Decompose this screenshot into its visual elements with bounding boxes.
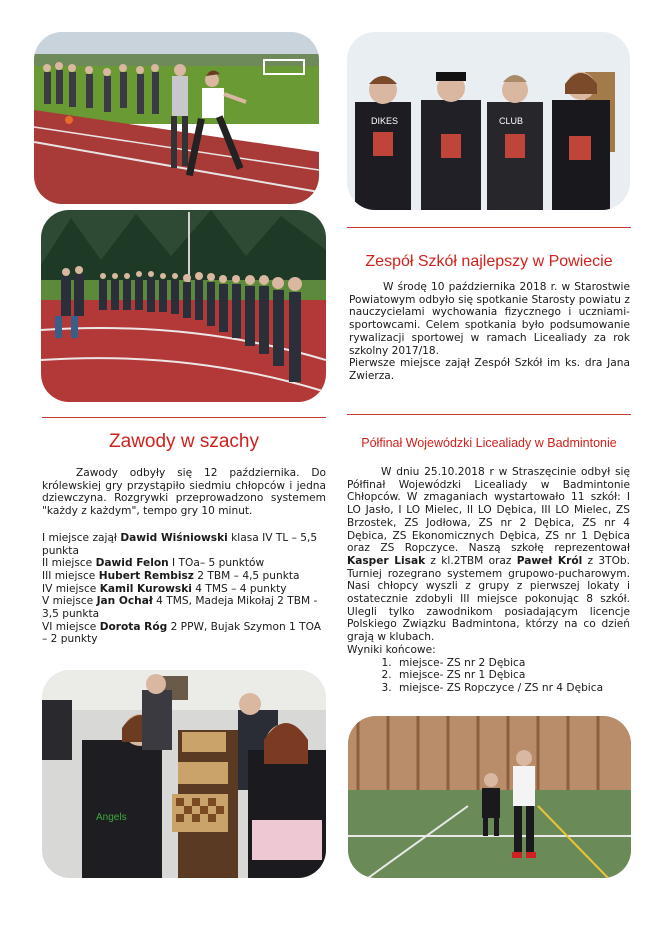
chess-result-3: III miejsce Hubert Rembisz 2 TBM – 4,5 punkta — [42, 569, 300, 582]
award-students-photo — [347, 32, 630, 210]
track-group-illustration — [41, 210, 326, 402]
svg-text:CLUB: CLUB — [499, 116, 524, 126]
badminton-paragraph: W dniu 25.10.2018 r w Straszęcinie odbył się Półfinał Wojewódzki Licealiady w Badmintonie Chłopców. W zmaganiach wystartowało 11 szkół: I LO Jasło, I LO Mielec, II LO Dębica, III LO Mielec, ZS Brzostek, ZS Jodłowa, ZS nr 2 Dębica, ZS nr 4 Dębica, ZS Ekonomicznych Dębica, ZS nr 1 Dębica oraz ZS Ropczyce. Naszą szkołę reprezentował Kasper Lisak z kl.2TBM oraz Paweł Król z 3TOb. Turniej rozegrano systemem grupowo-pucharowym. Nasi chłopcy wyszli z grupy z pierwszej lokaty i ostatecznie zdobyli III miejsce pokonując 8 szkół. Ulegli tylko zawodnikom posiadającym licencje Polskiego Związku Badmintona, którzy na co dzień grają w klubach. — [347, 466, 631, 644]
powiat-paragraph-1: W środę 10 października 2018 r. w Starostwie Powiatowym odbyło się spotkanie Starosty powiatu z nauczycielami wychowania fizycznego i uczniami-sportowcami. Celem spotkania było podsumowanie rywalizacji sportowej w ramach Licealiady za rok szkolny 2017/18. — [349, 281, 630, 357]
track-runners-illustration — [34, 32, 319, 204]
divider-top-right — [347, 227, 631, 228]
chess-result-4: IV miejsce Kamil Kurowski 4 TMS – 4 punkty — [42, 582, 287, 595]
badminton-results-list — [347, 657, 630, 695]
svg-text:Angels: Angels — [96, 812, 127, 823]
badminton-hall-photo — [348, 716, 631, 878]
badminton-result-1: 1. miejsce- ZS nr 2 Dębica — [395, 657, 630, 670]
track-group-photo — [41, 210, 326, 402]
chess-result-2: II miejsce Dawid Felon I TOa– 5 punktów — [42, 557, 265, 570]
chess-intro: Zawody odbyły się 12 października. Do królewskiej gry przystąpiło siedmiu chłopców i jedna dziewczyna. Rozgrywki przeprowadzono systemem "każdy z każdym", tempo gry 10 minut. — [42, 467, 326, 518]
track-runners-photo — [34, 32, 319, 204]
powiat-body — [349, 281, 630, 383]
chess-players-photo — [42, 670, 326, 878]
badminton-results-label: Wyniki końcowe: — [347, 643, 436, 656]
badminton-result-3: 3. miejsce- ZS Ropczyce / ZS nr 4 Dębica — [395, 682, 630, 695]
badminton-title: Półfinał Wojewódzki Licealiady w Badmintonie — [361, 436, 617, 450]
badminton-hall-illustration — [348, 716, 631, 878]
chess-players-illustration — [42, 670, 326, 878]
chess-result-5: V miejsce Jan Ochał 4 TMS, Madeja Mikołaj 2 TBM - 3,5 punkta — [42, 595, 318, 621]
award-students-illustration — [347, 32, 630, 210]
badminton-body — [347, 466, 630, 695]
powiat-paragraph-2: Pierwsze miejsce zajął Zespół Szkół im ks. dra Jana Zwierza. — [349, 357, 630, 382]
powiat-title: Zespół Szkół najlepszy w Powiecie — [365, 253, 613, 270]
chess-title: Zawody w szachy — [109, 431, 259, 452]
divider-middle-right — [347, 414, 631, 415]
badminton-result-2: 2. miejsce- ZS nr 1 Dębica — [395, 669, 630, 682]
chess-result-6: VI miejsce Dorota Róg 2 PPW, Bujak Szymon 1 TOA – 2 punkty — [42, 620, 321, 646]
svg-text:DIKES: DIKES — [371, 116, 399, 126]
chess-body — [42, 467, 326, 646]
divider-middle-left — [42, 417, 326, 418]
chess-result-1: I miejsce zajął Dawid Wiśniowski klasa IV TL – 5,5 punkta — [42, 531, 318, 557]
